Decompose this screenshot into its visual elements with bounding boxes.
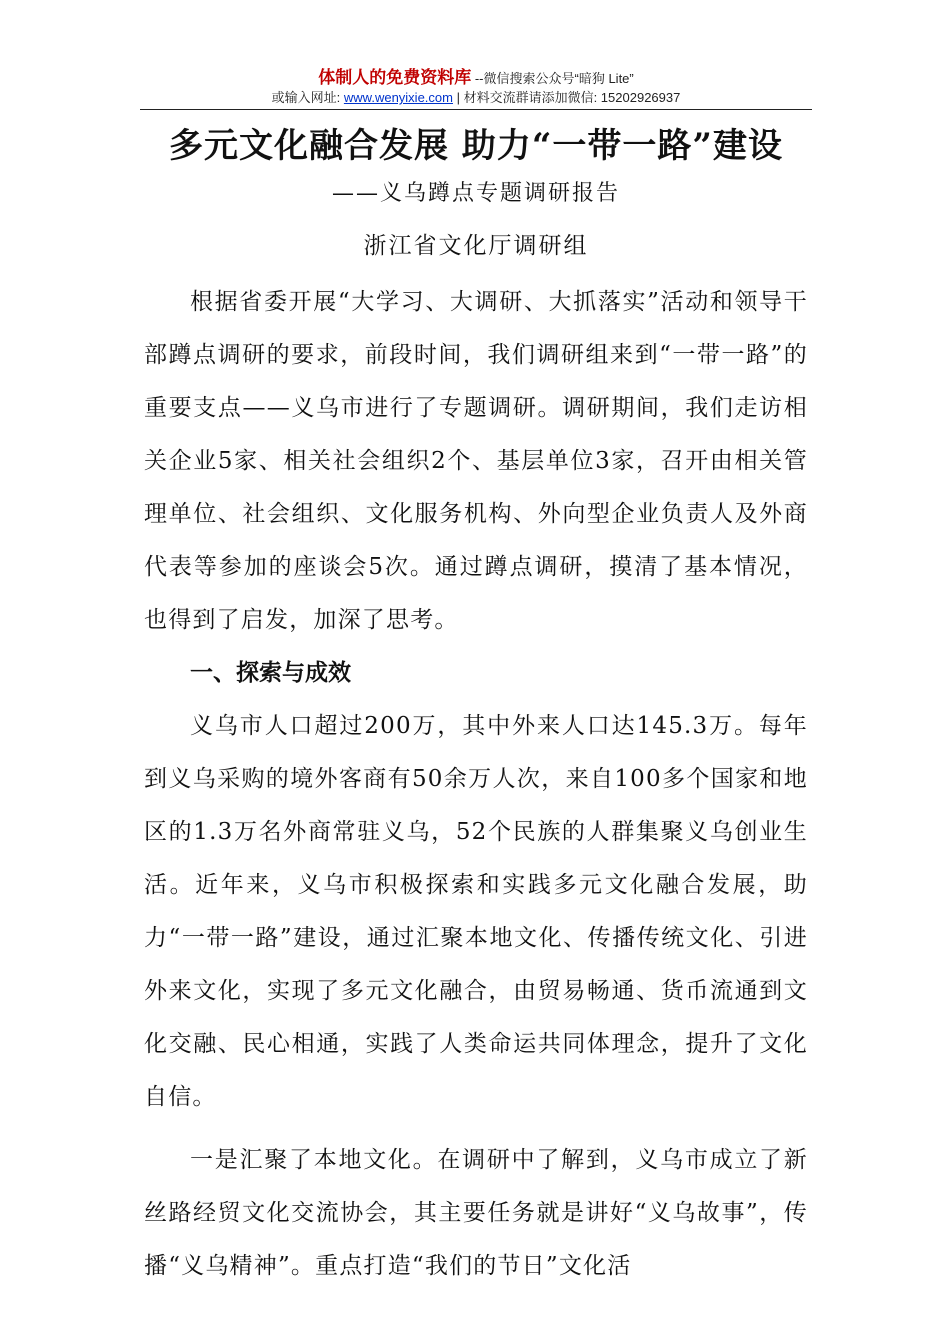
document-subtitle: ——义乌蹲点专题调研报告 [331,181,620,206]
document-title: 多元文化融合发展 助力“一带一路”建设 [169,126,783,166]
intro-paragraph: 根据省委开展“大学习、大调研、大抓落实”活动和领导干部蹲点调研的要求，前段时间，我们调研组来到“一带一路”的重要支点——义乌市进行了专题调研。调研期间，我们走访相关企业5家、相关社会组织2个、基层单位3家，召开由相关管理单位、社会组织、文化服务机构、外向型企业负责人及外商代表等参加的座谈会5次。通过蹲点调研，摸清了基本情况，也得到了启发，加深了思考。 [144,289,808,633]
header-url-prefix: 或输入网址: [271,90,344,105]
section-paragraph: 义乌市人口超过200万，其中外来人口达145.3万。每年到义乌采购的境外客商有50余万人次，来自100多个国家和地区的1.3万名外商常驻义乌，52个民族的人群集聚义乌创业生活。近年来，义乌市积极探索和实践多元文化融合发展，助力“一带一路”建设，通过汇聚本地文化、传播传统文化、引进外来文化，实现了多元文化融合，由贸易畅通、货币流通到文化交融、民心相通，实践了人类命运共同体理念，提升了文化自信。 [144,713,808,1110]
document-body [144,118,808,1293]
section-heading: 一、探索与成效 [190,660,351,686]
page-header [140,68,812,110]
header-note: --微信搜索公众号“暗狗 Lite” [471,71,634,86]
header-line-2 [140,89,812,107]
document-author: 浙江省文化厅调研组 [363,233,589,259]
paragraph-gap [144,1124,808,1134]
header-brand: 体制人的免费资料库 [318,68,472,87]
header-line-1 [140,68,812,89]
header-url-link[interactable]: www.wenyixie.com [343,90,453,105]
section-paragraph: 一是汇聚了本地文化。在调研中了解到，义乌市成立了新丝路经贸文化交流协会，其主要任务就是讲好“义乌故事”，传播“义乌精神”。重点打造“我们的节日”文化活 [144,1147,808,1279]
header-contact: | 材料交流群请添加微信: 15202926937 [452,90,681,105]
